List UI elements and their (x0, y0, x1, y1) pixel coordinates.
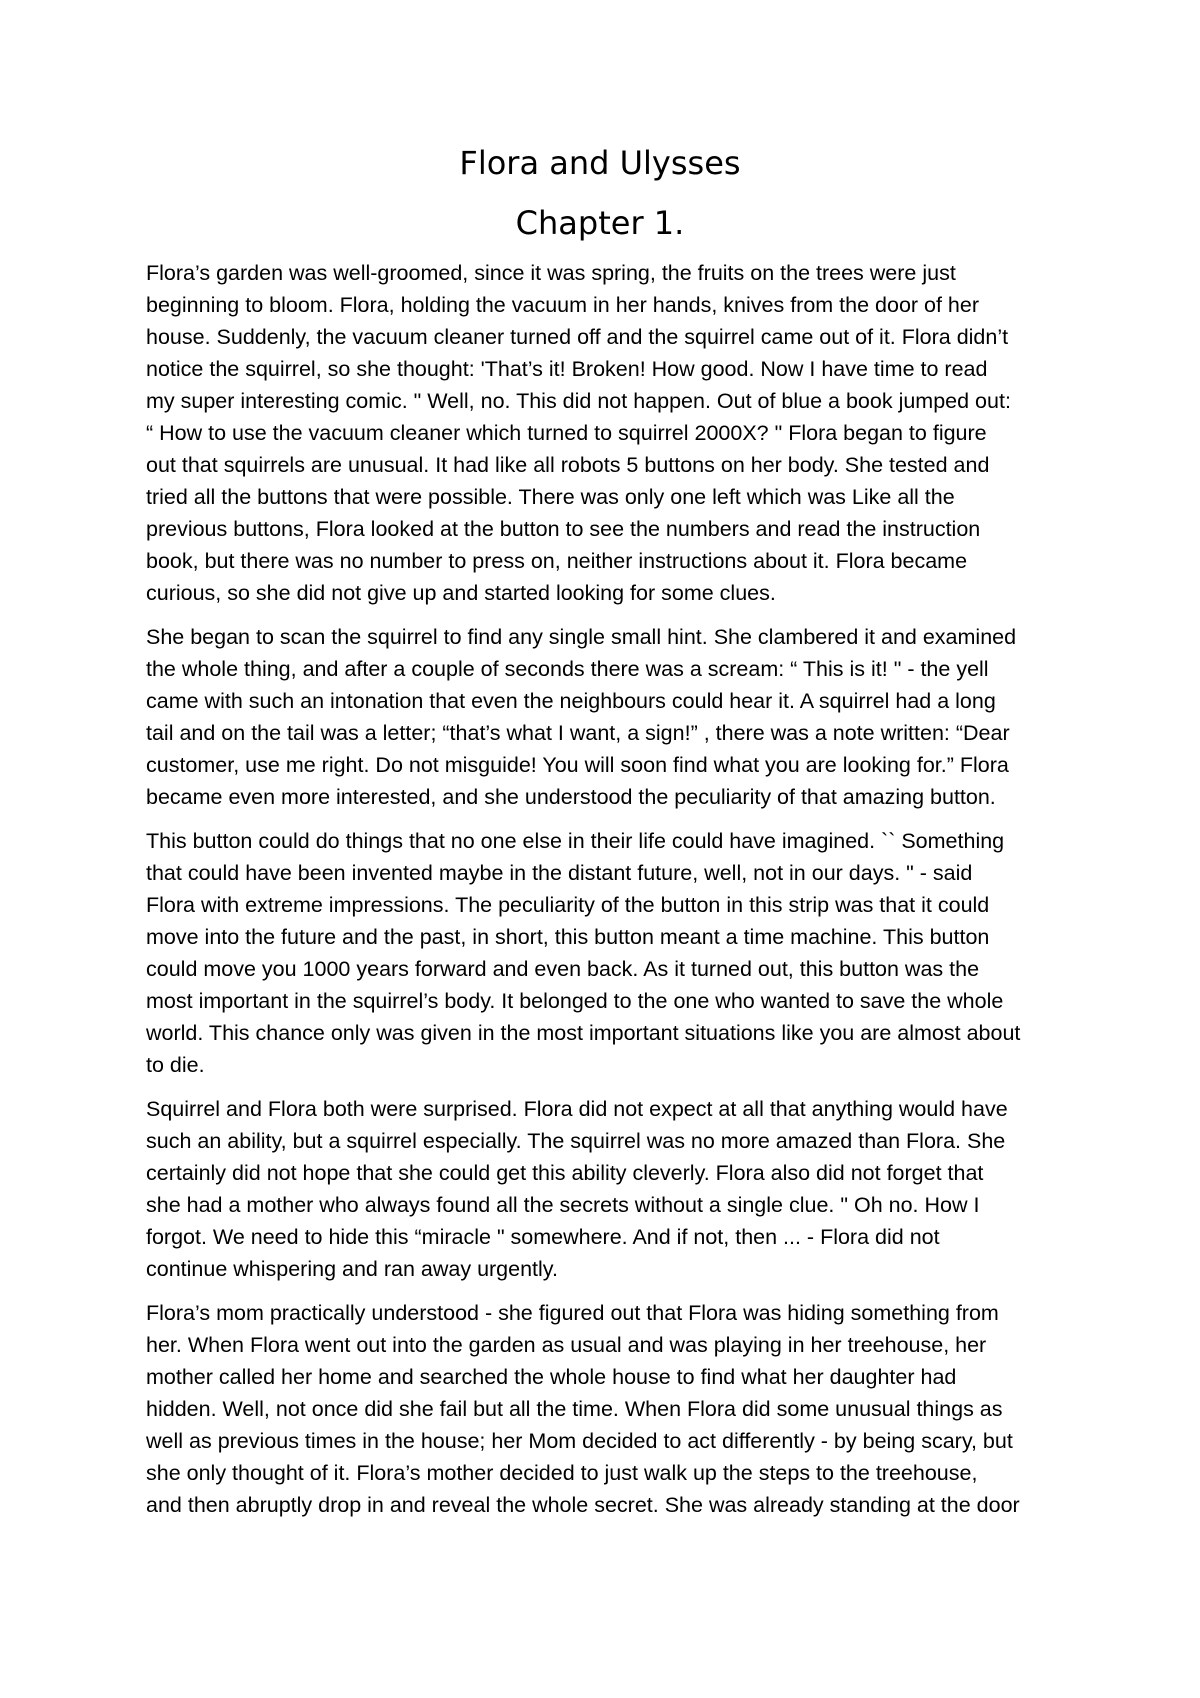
paragraph-line: book, but there was no number to press on, neither instructions about it. Flora became (146, 549, 968, 573)
paragraph-line: certainly did not hope that she could get this ability cleverly. Flora also did not forget that (146, 1161, 984, 1185)
paragraph (146, 825, 1076, 1081)
paragraph-line: the whole thing, and after a couple of seconds there was a scream: “ This is it! " - the yell (146, 657, 989, 681)
paragraph-line: Flora with extreme impressions. The peculiarity of the button in this strip was that it could (146, 893, 990, 917)
paragraph-line: she only thought of it. Flora’s mother decided to just walk up the steps to the treehouse, (146, 1461, 978, 1485)
paragraph-line: notice the squirrel, so she thought: 'That’s it! Broken! How good. Now I have time to read (146, 357, 988, 381)
paragraph-line: Flora’s garden was well-groomed, since it was spring, the fruits on the trees were just (146, 261, 956, 285)
paragraph-line: hidden. Well, not once did she fail but all the time. When Flora did some unusual things as (146, 1397, 1003, 1421)
paragraph-line: tail and on the tail was a letter; “that’s what I want, a sign!” , there was a note written: “Dear (146, 721, 1010, 745)
paragraph-line: Squirrel and Flora both were surprised. Flora did not expect at all that anything would have (146, 1097, 1008, 1121)
paragraph-line: This button could do things that no one else in their life could have imagined. `` Something (146, 829, 1005, 853)
paragraph-line: came with such an intonation that even the neighbours could hear it. A squirrel had a long (146, 689, 996, 713)
paragraph (146, 1297, 1076, 1521)
paragraph-line: out that squirrels are unusual. It had like all robots 5 buttons on her body. She tested and (146, 453, 990, 477)
paragraph-line: became even more interested, and she understood the peculiarity of that amazing button. (146, 785, 996, 809)
paragraph-line: world. This chance only was given in the most important situations like you are almost about (146, 1021, 1021, 1045)
paragraph (146, 1093, 1076, 1285)
paragraph-line: Flora’s mom practically understood - she figured out that Flora was hiding something from (146, 1301, 999, 1325)
paragraph-line: well as previous times in the house; her Mom decided to act differently - by being scary, but (146, 1429, 1013, 1453)
document-title: Flora and Ulysses (459, 144, 741, 182)
paragraph-line: house. Suddenly, the vacuum cleaner turned off and the squirrel came out of it. Flora didn’t (146, 325, 1009, 349)
paragraph-line: to die. (146, 1053, 205, 1077)
paragraph (146, 257, 1076, 609)
paragraph-line: curious, so she did not give up and started looking for some clues. (146, 581, 776, 605)
paragraph-line: beginning to bloom. Flora, holding the vacuum in her hands, knives from the door of her (146, 293, 980, 317)
paragraph-line: continue whispering and ran away urgently. (146, 1257, 558, 1281)
paragraph-line: She began to scan the squirrel to find any single small hint. She clambered it and examined (146, 625, 1017, 649)
paragraph-line: could move you 1000 years forward and even back. As it turned out, this button was the (146, 957, 980, 981)
paragraph-line: previous buttons, Flora looked at the button to see the numbers and read the instruction (146, 517, 981, 541)
paragraph-line: and then abruptly drop in and reveal the whole secret. She was already standing at the door (146, 1493, 1020, 1517)
paragraph-line: my super interesting comic. " Well, no. This did not happen. Out of blue a book jumped out: (146, 389, 1011, 413)
paragraph-line: move into the future and the past, in short, this button meant a time machine. This button (146, 925, 990, 949)
paragraph-line: customer, use me right. Do not misguide! You will soon find what you are looking for.” Flora (146, 753, 1009, 777)
document-body (146, 257, 1076, 1533)
paragraph-line: most important in the squirrel’s body. It belonged to the one who wanted to save the whole (146, 989, 1004, 1013)
paragraph-line: her. When Flora went out into the garden as usual and was playing in her treehouse, her (146, 1333, 987, 1357)
paragraph-line: she had a mother who always found all the secrets without a single clue. " Oh no. How I (146, 1193, 980, 1217)
paragraph-line: “ How to use the vacuum cleaner which turned to squirrel 2000X? " Flora began to figure (146, 421, 987, 445)
chapter-heading: Chapter 1. (515, 204, 685, 242)
paragraph-line: tried all the buttons that were possible. There was only one left which was Like all the (146, 485, 955, 509)
paragraph (146, 621, 1076, 813)
paragraph-line: such an ability, but a squirrel especially. The squirrel was no more amazed than Flora. She (146, 1129, 1006, 1153)
paragraph-line: mother called her home and searched the whole house to find what her daughter had (146, 1365, 957, 1389)
paragraph-line: forgot. We need to hide this “miracle " somewhere. And if not, then ... - Flora did not (146, 1225, 940, 1249)
paragraph-line: that could have been invented maybe in the distant future, well, not in our days. " - said (146, 861, 973, 885)
